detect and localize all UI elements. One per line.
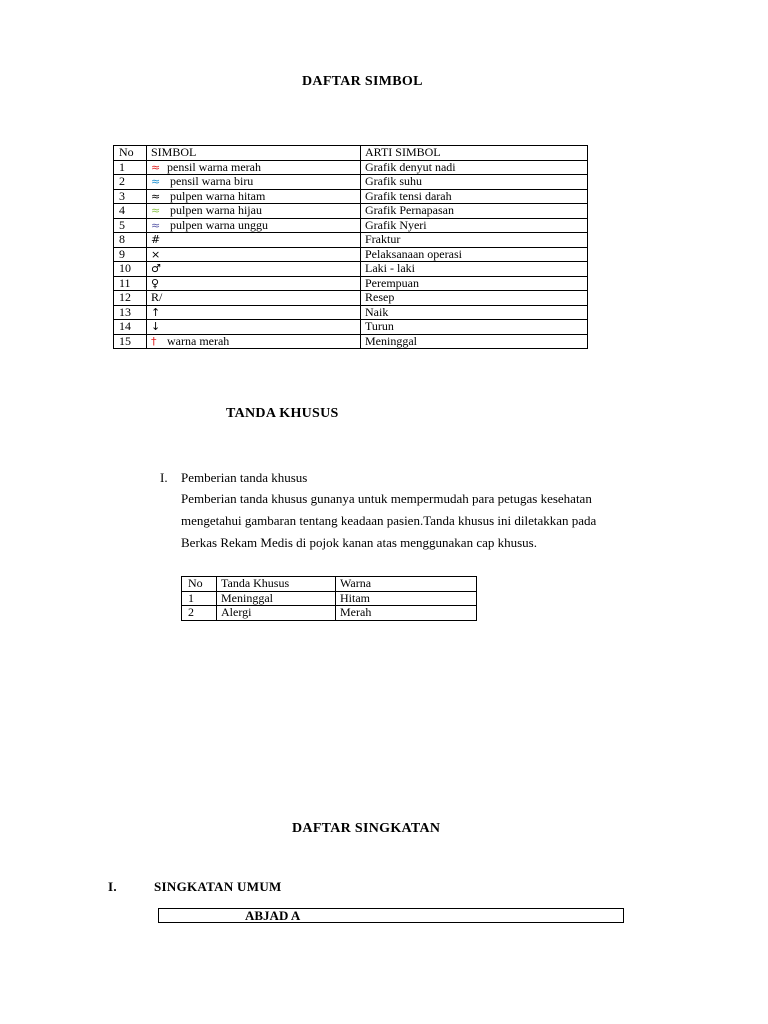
symbol-icon: ≈ — [151, 204, 161, 218]
paragraph-line-1: Pemberian tanda khusus gunanya untuk mempermudah para petugas kesehatan — [181, 491, 592, 506]
cell-simbol — [147, 262, 361, 277]
cell-no: 15 — [114, 334, 147, 349]
abjad-a-box — [158, 908, 624, 923]
section-title-daftar-singkatan: DAFTAR SINGKATAN — [292, 821, 441, 836]
symbol-icon: R/ — [151, 290, 163, 305]
symbol-icon: ↑ — [151, 305, 161, 319]
list-item-title: Pemberian tanda khusus — [181, 470, 308, 485]
symbol-label: pulpen warna unggu — [167, 217, 268, 232]
list-number: I. — [160, 470, 168, 485]
cell-arti: Grafik suhu — [361, 175, 588, 190]
cell-arti: Grafik Pernapasan — [361, 204, 588, 219]
cell-simbol — [147, 305, 361, 320]
cell-simbol — [147, 160, 361, 175]
table-row — [114, 276, 588, 291]
symbol-icon: # — [151, 233, 161, 247]
section-title-tanda-khusus: TANDA KHUSUS — [226, 406, 339, 421]
symbol-icon: ≈ — [151, 160, 161, 174]
table-row — [114, 262, 588, 277]
cell-arti: Grafik denyut nadi — [361, 160, 588, 175]
tanda-khusus-table — [181, 576, 477, 621]
cell-simbol — [147, 320, 361, 335]
table-row — [114, 233, 588, 248]
table-row — [114, 218, 588, 233]
cell-simbol — [147, 189, 361, 204]
cell-arti: Naik — [361, 305, 588, 320]
cell-tanda-khusus: Meninggal — [217, 591, 336, 606]
cell-warna: Hitam — [336, 591, 477, 606]
paragraph-line-2: mengetahui gambaran tentang keadaan pasien.Tanda khusus ini diletakkan pada — [181, 513, 597, 528]
header-arti-simbol: ARTI SIMBOL — [361, 146, 588, 161]
symbol-icon: ≈ — [151, 175, 161, 189]
cell-simbol — [147, 247, 361, 262]
symbol-icon: † — [151, 334, 157, 348]
symbol-icon: ≈ — [151, 218, 161, 232]
abjad-a-label: ABJAD A — [245, 908, 301, 923]
symbol-icon: ↓ — [151, 320, 161, 334]
cell-no: 5 — [114, 218, 147, 233]
symbol-label: pensil warna merah — [167, 159, 261, 174]
cell-simbol — [147, 291, 361, 306]
cell-simbol — [147, 175, 361, 190]
header-no: No — [182, 577, 217, 592]
symbol-icon: ♂ — [151, 262, 161, 276]
list-item-title: SINGKATAN UMUM — [154, 879, 282, 894]
symbol-label: warna merah — [167, 333, 230, 348]
cell-warna: Merah — [336, 606, 477, 621]
cell-simbol — [147, 218, 361, 233]
cell-simbol — [147, 233, 361, 248]
header-warna: Warna — [336, 577, 477, 592]
page-title-daftar-simbol: DAFTAR SIMBOL — [302, 74, 423, 89]
cell-no: 12 — [114, 291, 147, 306]
symbol-label: pulpen warna hijau — [167, 203, 262, 218]
table-row — [114, 305, 588, 320]
paragraph-line-3: Berkas Rekam Medis di pojok kanan atas menggunakan cap khusus. — [181, 535, 537, 550]
cell-arti: Fraktur — [361, 233, 588, 248]
cell-arti: Resep — [361, 291, 588, 306]
cell-no: 3 — [114, 189, 147, 204]
cell-no: 14 — [114, 320, 147, 335]
cell-arti: Pelaksanaan operasi — [361, 247, 588, 262]
symbol-icon: ≈ — [151, 189, 161, 203]
cell-arti: Turun — [361, 320, 588, 335]
cell-arti: Grafik tensi darah — [361, 189, 588, 204]
cell-arti: Perempuan — [361, 276, 588, 291]
table-row — [114, 334, 588, 349]
table-row — [114, 204, 588, 219]
cell-simbol — [147, 204, 361, 219]
table-row — [182, 606, 477, 621]
cell-no: 1 — [114, 160, 147, 175]
table-header-row — [114, 146, 588, 161]
cell-no: 4 — [114, 204, 147, 219]
cell-no: 13 — [114, 305, 147, 320]
cell-no: 10 — [114, 262, 147, 277]
header-tanda-khusus: Tanda Khusus — [217, 577, 336, 592]
cell-arti: Laki - laki — [361, 262, 588, 277]
symbol-icon: ♀ — [151, 276, 160, 290]
cell-no: 1 — [182, 591, 217, 606]
table-row — [114, 291, 588, 306]
symbol-label: pulpen warna hitam — [167, 188, 266, 203]
cell-no: 9 — [114, 247, 147, 262]
cell-simbol — [147, 334, 361, 349]
cell-no: 2 — [182, 606, 217, 621]
symbol-table — [113, 145, 588, 349]
header-no: No — [114, 146, 147, 161]
cell-simbol — [147, 276, 361, 291]
list-number: I. — [108, 879, 117, 894]
header-simbol: SIMBOL — [147, 146, 361, 161]
cell-arti: Meninggal — [361, 334, 588, 349]
cell-no: 11 — [114, 276, 147, 291]
table-row — [114, 247, 588, 262]
table-header-row — [182, 577, 477, 592]
cell-no: 8 — [114, 233, 147, 248]
table-row — [182, 591, 477, 606]
symbol-icon: × — [151, 247, 161, 261]
symbol-label: pensil warna biru — [167, 174, 254, 189]
table-row — [114, 320, 588, 335]
table-row — [114, 189, 588, 204]
table-row — [114, 160, 588, 175]
cell-no: 2 — [114, 175, 147, 190]
table-row — [114, 175, 588, 190]
cell-arti: Grafik Nyeri — [361, 218, 588, 233]
cell-tanda-khusus: Alergi — [217, 606, 336, 621]
